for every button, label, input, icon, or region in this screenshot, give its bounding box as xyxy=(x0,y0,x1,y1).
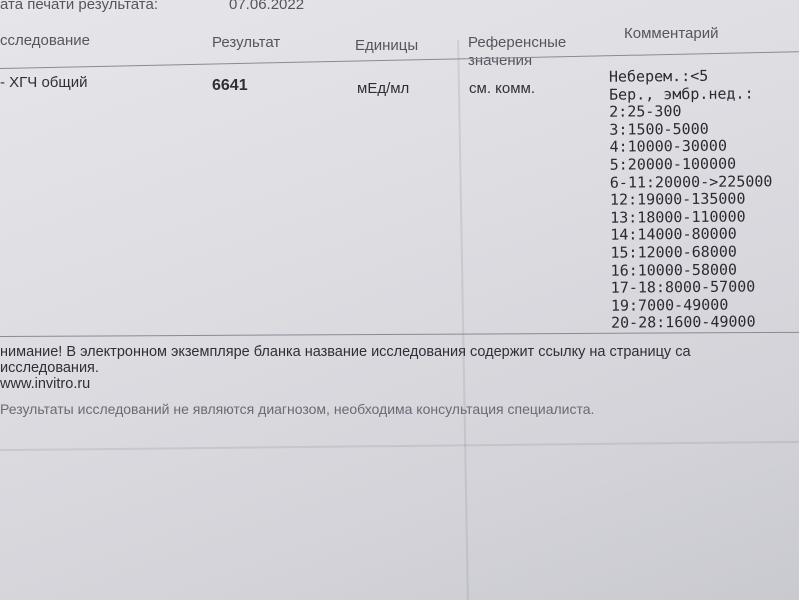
row-test-name: - ХГЧ общий xyxy=(0,74,88,91)
comment-line: 19:7000-49000 xyxy=(610,295,729,315)
paper-fold-vertical xyxy=(457,40,469,600)
notice-divider xyxy=(0,332,799,337)
comment-line: 20-28:1600-49000 xyxy=(610,312,756,333)
comment-line: 2:25-300 xyxy=(609,102,682,121)
comment-line: Бер., эмбр.нед.: xyxy=(608,84,754,104)
disclaimer-text: Результаты исследований не являются диагнозом, необходима консультация специалиста. xyxy=(0,401,595,417)
comment-line: Неберем.:<5 xyxy=(608,66,709,86)
website-link[interactable]: www.invitro.ru xyxy=(0,376,91,392)
row-reference: см. комм. xyxy=(469,80,536,97)
row-result-value: 6641 xyxy=(212,77,248,94)
comment-line: 12:19000-135000 xyxy=(609,189,746,209)
comment-line: 15:12000-68000 xyxy=(610,242,737,262)
comment-line: 4:10000-30000 xyxy=(609,137,728,157)
header-result: Результат xyxy=(212,34,281,51)
comment-line: 17-18:8000-57000 xyxy=(610,277,756,297)
comment-line: 16:10000-58000 xyxy=(610,260,738,280)
notice-line-1: нимание! В электронном экземпляре бланка название исследования содержит ссылку на страницу са xyxy=(0,344,691,360)
header-test: сследование xyxy=(0,32,91,49)
print-date-label: ата печати результата: xyxy=(0,0,158,13)
comment-block xyxy=(609,67,774,332)
print-date-value: 07.06.2022 xyxy=(229,0,305,13)
comment-line: 14:14000-80000 xyxy=(610,224,737,245)
row-units: мЕд/мл xyxy=(357,80,410,97)
comment-line: 5:20000-100000 xyxy=(609,154,737,174)
header-comment: Комментарий xyxy=(624,25,719,42)
header-units: Единицы xyxy=(355,37,419,54)
comment-line: 6-11:20000->225000 xyxy=(609,171,773,192)
comment-line: 3:1500-5000 xyxy=(609,119,709,139)
paper-fold-horizontal xyxy=(0,441,799,451)
comment-line: 13:18000-110000 xyxy=(610,207,746,227)
header-reference: Референсные значения xyxy=(468,34,567,69)
notice-line-2: исследования. xyxy=(0,360,99,376)
